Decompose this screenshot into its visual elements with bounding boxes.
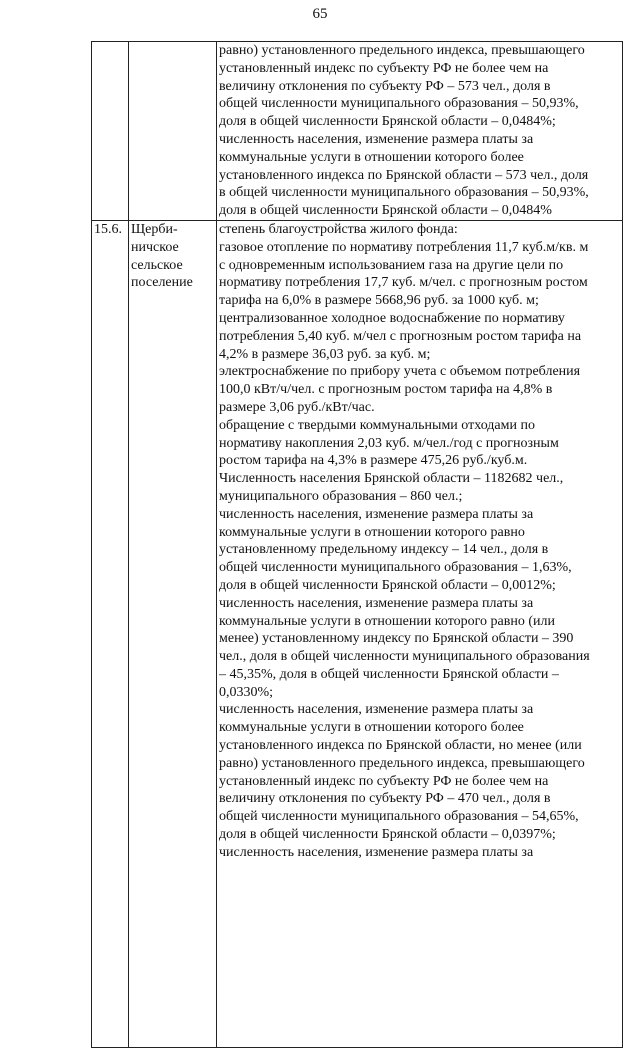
text-line: коммунальные услуги в отношении которого равно xyxy=(219,524,525,540)
text-line: менее) установленному индексу по Брянской области – 390 xyxy=(219,631,574,647)
text-line: доля в общей численности Брянской области – 0,0484% xyxy=(219,203,552,219)
text-line: 100,0 кВт/ч/чел. с прогнозным ростом тарифа на 4,8% в xyxy=(219,382,553,398)
text-line: величину отклонения по субъекту РФ – 470 чел., доля в xyxy=(219,791,551,807)
text-line: нормативу потребления 17,7 куб. м/чел. с прогнозным ростом xyxy=(219,275,588,291)
settlement-name-line: Щерби- xyxy=(131,221,178,237)
text-line: численность населения, изменение размера платы за xyxy=(219,595,534,611)
page-number: 65 xyxy=(312,6,328,22)
text-line: равно) установленного предельного индекса, превышающего xyxy=(219,43,585,58)
text-line: тарифа на 6,0% в размере 5668,96 руб. за 1000 куб. м; xyxy=(219,293,539,309)
text-line: доля в общей численности Брянской области – 0,0397%; xyxy=(219,827,556,843)
text-line: чел., доля в общей численности муниципального образования xyxy=(219,649,590,665)
text-line: величину отклонения по субъекту РФ – 573 чел., доля в xyxy=(219,78,551,94)
text-line: установленный индекс по субъекту РФ не более чем на xyxy=(219,60,549,76)
text-line: установленного индекса по Брянской области – 573 чел., доля xyxy=(219,167,589,183)
text-line: потребления 5,40 куб. м/чел с прогнозным ростом тарифа на xyxy=(219,328,582,344)
text-line: численность населения, изменение размера платы за xyxy=(219,702,534,718)
text-line: численность населения, изменение размера платы за xyxy=(219,131,534,147)
description-cell xyxy=(217,42,623,221)
text-line: ростом тарифа на 4,3% в размере 475,26 руб./куб.м. xyxy=(219,453,528,469)
text-line: электроснабжение по прибору учета с объемом потребления xyxy=(219,364,581,380)
text-line: равно) установленного предельного индекса, превышающего xyxy=(219,755,585,771)
document-table xyxy=(91,41,623,1048)
text-line: муниципального образования – 860 чел.; xyxy=(219,488,463,504)
settlement-name-line: сельское xyxy=(131,257,183,273)
text-line: доля в общей численности Брянской области – 0,0012%; xyxy=(219,577,556,593)
table-row-continuation xyxy=(92,42,623,221)
text-line: численность населения, изменение размера платы за xyxy=(219,844,534,860)
text-line: коммунальные услуги в отношении которого равно (или xyxy=(219,613,555,629)
text-line: установленному предельному индексу – 14 чел., доля в xyxy=(219,542,549,558)
text-line: Численность населения Брянской области – 1182682 чел., xyxy=(219,471,564,487)
text-line: общей численности муниципального образования – 50,93%, xyxy=(219,96,579,112)
settlement-name-line: ничское xyxy=(131,239,179,255)
text-line: коммунальные услуги в отношении которого более xyxy=(219,149,524,165)
table-row-15-6 xyxy=(92,220,623,1047)
row-number-cell xyxy=(92,220,129,1047)
text-line: газовое отопление по нормативу потребления 11,7 куб.м/кв. м xyxy=(219,239,589,255)
description-cell xyxy=(217,220,623,1047)
text-line: нормативу накопления 2,03 куб. м/чел./год с прогнозным xyxy=(219,435,559,451)
text-line: в общей численности муниципального образования – 50,93%, xyxy=(219,185,589,201)
text-line: – 45,35%, доля в общей численности Брянской области – xyxy=(219,666,559,682)
settlement-name-line: поселение xyxy=(131,275,193,291)
settlement-name-cell xyxy=(129,220,217,1047)
text-line: размере 3,06 руб./кВт/час. xyxy=(219,399,375,415)
text-line: 0,0330%; xyxy=(219,684,274,700)
row-number-cell xyxy=(92,42,129,221)
text-line: степень благоустройства жилого фонда: xyxy=(219,221,458,237)
text-line: установленного индекса по Брянской области, но менее (или xyxy=(219,738,582,754)
text-line: численность населения, изменение размера платы за xyxy=(219,506,534,522)
text-line: установленный индекс по субъекту РФ не более чем на xyxy=(219,773,549,789)
settlement-name-cell xyxy=(129,42,217,221)
text-line: коммунальные услуги в отношении которого более xyxy=(219,720,524,736)
text-line: централизованное холодное водоснабжение по нормативу xyxy=(219,310,565,326)
text-line: с одновременным использованием газа на другие цели по xyxy=(219,257,564,273)
row-number: 15.6. xyxy=(94,221,122,237)
text-line: общей численности муниципального образования – 54,65%, xyxy=(219,809,579,825)
text-line: 4,2% в размере 36,03 руб. за куб. м; xyxy=(219,346,431,362)
text-line: общей численности муниципального образования – 1,63%, xyxy=(219,560,572,576)
text-line: обращение с твердыми коммунальными отходами по xyxy=(219,417,535,433)
text-line: доля в общей численности Брянской области – 0,0484%; xyxy=(219,114,556,130)
